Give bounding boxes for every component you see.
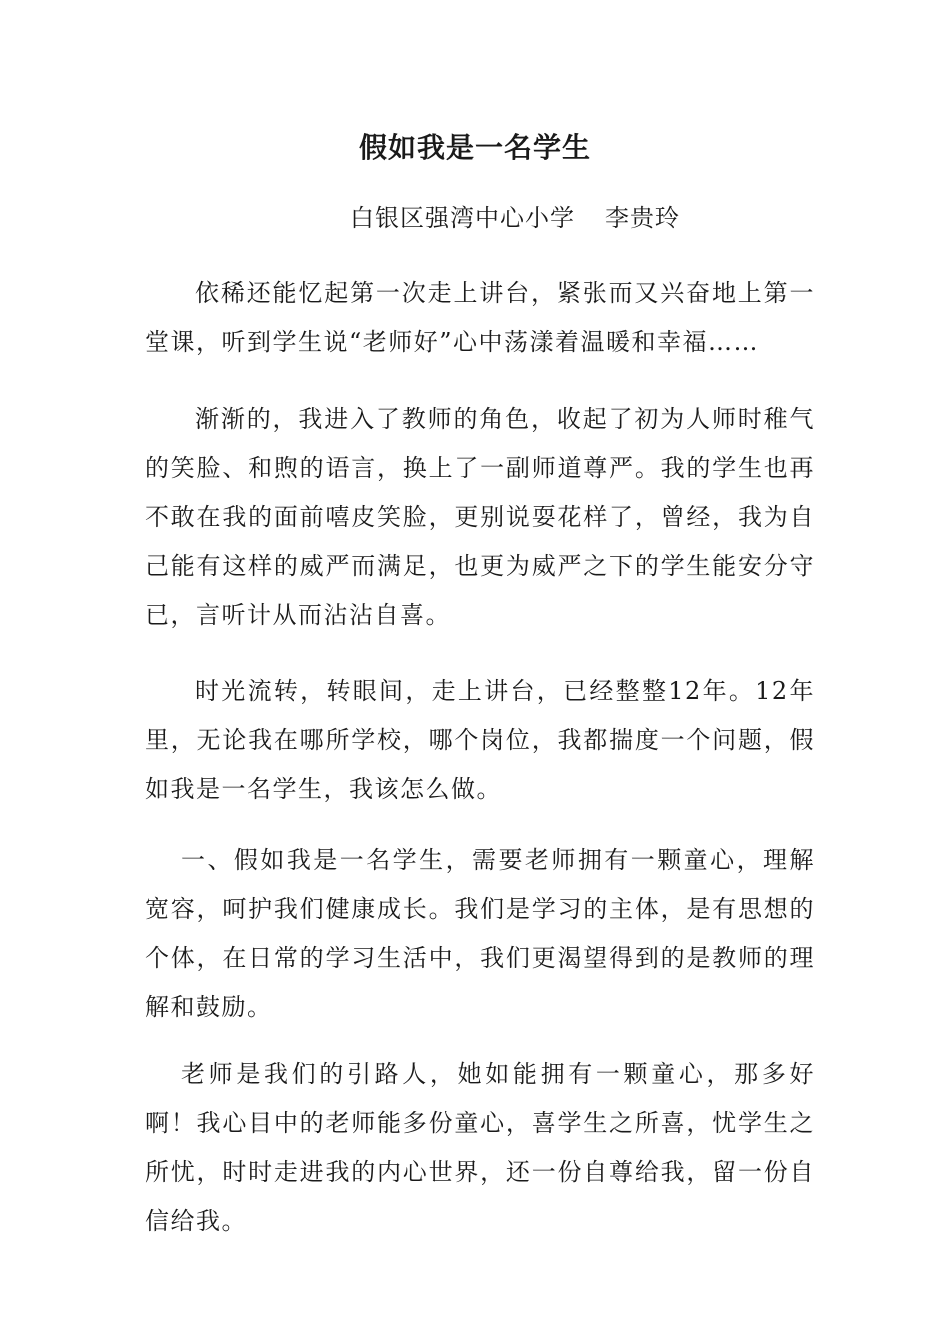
author-name: 李贵玲 (605, 204, 680, 232)
author-line (0, 200, 950, 236)
paragraph-3: 时光流转，转眼间，走上讲台，已经整整12年。12年里，无论我在哪所学校，哪个岗位，我都揣度一个问题，假如我是一名学生，我该怎么做。 (145, 677, 815, 803)
paragraph-5: 老师是我们的引路人，她如能拥有一颗童心，那多好啊！我心目中的老师能多份童心，喜学生之所喜，忧学生之所忧，时时走进我的内心世界，还一份自尊给我，留一份自信给我。 (145, 1060, 815, 1235)
paragraph-4: 一、假如我是一名学生，需要老师拥有一颗童心，理解宽容，呵护我们健康成长。我们是学习的主体，是有思想的个体，在日常的学习生活中，我们更渴望得到的是教师的理解和鼓励。 (145, 846, 815, 1021)
paragraph-1: 依稀还能忆起第一次走上讲台，紧张而又兴奋地上第一堂课，听到学生说“老师好”心中荡漾着温暖和幸福…… (145, 279, 815, 356)
paragraph-2: 渐渐的，我进入了教师的角色，收起了初为人师时稚气的笑脸、和煦的语言，换上了一副师道尊严。我的学生也再不敢在我的面前嘻皮笑脸，更别说耍花样了，曾经，我为自己能有这样的威严而满足，也更为威严之下的学生能安分守已，言听计从而沾沾自喜。 (145, 405, 815, 629)
author-school: 白银区强湾中心小学 (350, 204, 575, 232)
document-title: 假如我是一名学生 (358, 131, 591, 164)
